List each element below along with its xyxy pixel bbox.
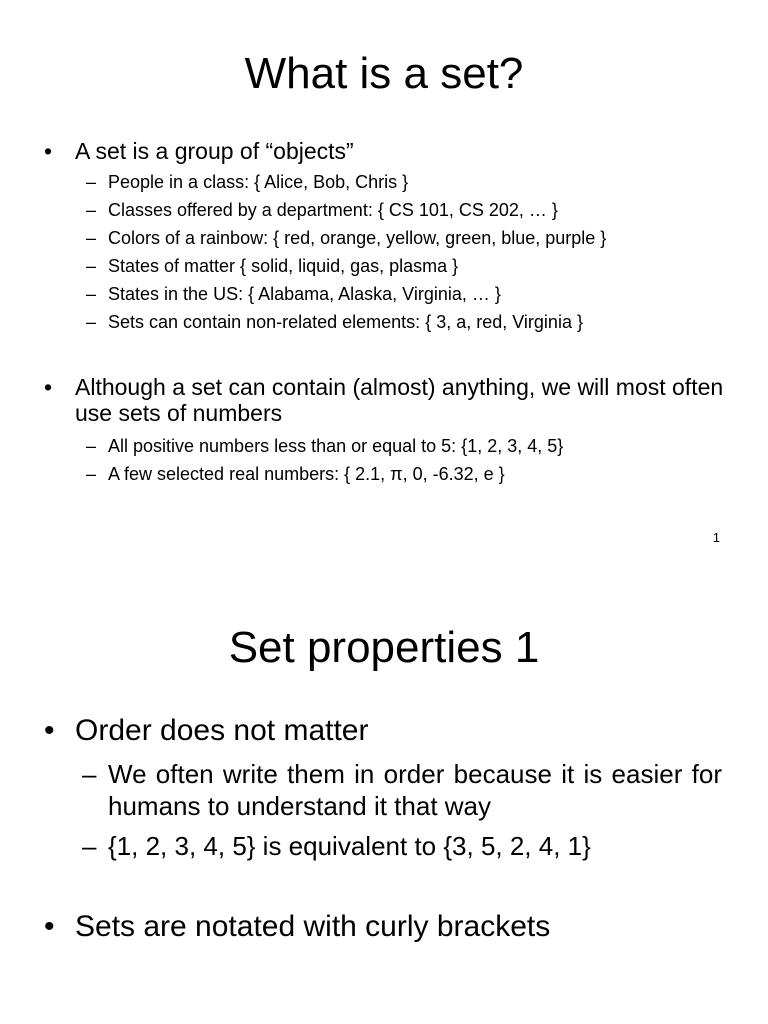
dash-icon: – [86,228,97,248]
bullet-list [0,714,768,748]
bullet-dot-icon: • [44,910,55,943]
sub-bullet-text: We often write them in order because it is easier for humans to understand it that way [108,759,722,821]
bullet-text: A set is a group of “objects” [75,138,354,164]
sub-bullet-list [0,432,768,488]
sub-bullet-text: Colors of a rainbow: { red, orange, yellow, green, blue, purple } [108,228,607,248]
bullet-text: Sets are notated with curly brackets [75,910,551,943]
dash-icon: – [86,172,97,192]
bullet-item [0,374,768,426]
dash-icon: – [86,464,97,484]
bullet-dot-icon: • [44,374,53,400]
bullet-item [0,138,768,164]
bullet-item [0,910,768,944]
sub-bullet-list [0,168,768,336]
sub-bullet-text: Classes offered by a department: { CS 101, CS 202, … } [108,200,558,220]
sub-bullet-text: {1, 2, 3, 4, 5} is equivalent to {3, 5, 2, 4, 1} [108,831,591,861]
sub-bullet-list [0,758,768,862]
sub-bullet-text: A few selected real numbers: { 2.1, π, 0, -6.32, e } [108,464,505,484]
bullet-list [0,138,768,164]
bullet-item [0,714,768,748]
sub-bullet-text: States of matter { solid, liquid, gas, plasma } [108,256,459,276]
dash-icon: – [86,256,97,276]
sub-bullet-text: People in a class: { Alice, Bob, Chris } [108,172,409,192]
slide-set-properties-1 [0,560,768,1024]
bullet-dot-icon: • [44,138,53,164]
dash-icon: – [82,759,97,789]
sub-bullet-text: States in the US: { Alabama, Alaska, Virginia, … } [108,284,501,304]
slide-title: What is a set? [244,49,524,98]
sub-bullet-item [0,224,768,252]
sub-bullet-item [0,252,768,280]
bullet-list [0,374,768,426]
sub-bullet-item [0,758,768,822]
sub-bullet-item [0,830,768,862]
sub-bullet-text: Sets can contain non-related elements: { 3, a, red, Virginia } [108,312,583,332]
page-number: 1 [712,530,720,545]
dash-icon: – [86,436,97,456]
sub-bullet-text: All positive numbers less than or equal to 5: {1, 2, 3, 4, 5} [108,436,564,456]
sub-bullet-item [0,460,768,488]
sub-bullet-item [0,308,768,336]
slide-title: Set properties 1 [228,623,540,672]
bullet-text: Order does not matter [75,714,369,747]
sub-bullet-item [0,196,768,224]
sub-bullet-item [0,280,768,308]
sub-bullet-item [0,168,768,196]
bullet-text: Although a set can contain (almost) anything, we will most often use sets of numbers [75,374,724,426]
dash-icon: – [86,200,97,220]
dash-icon: – [86,312,97,332]
dash-icon: – [82,831,97,861]
dash-icon: – [86,284,97,304]
bullet-dot-icon: • [44,714,55,747]
bullet-list [0,910,768,944]
sub-bullet-item [0,432,768,460]
